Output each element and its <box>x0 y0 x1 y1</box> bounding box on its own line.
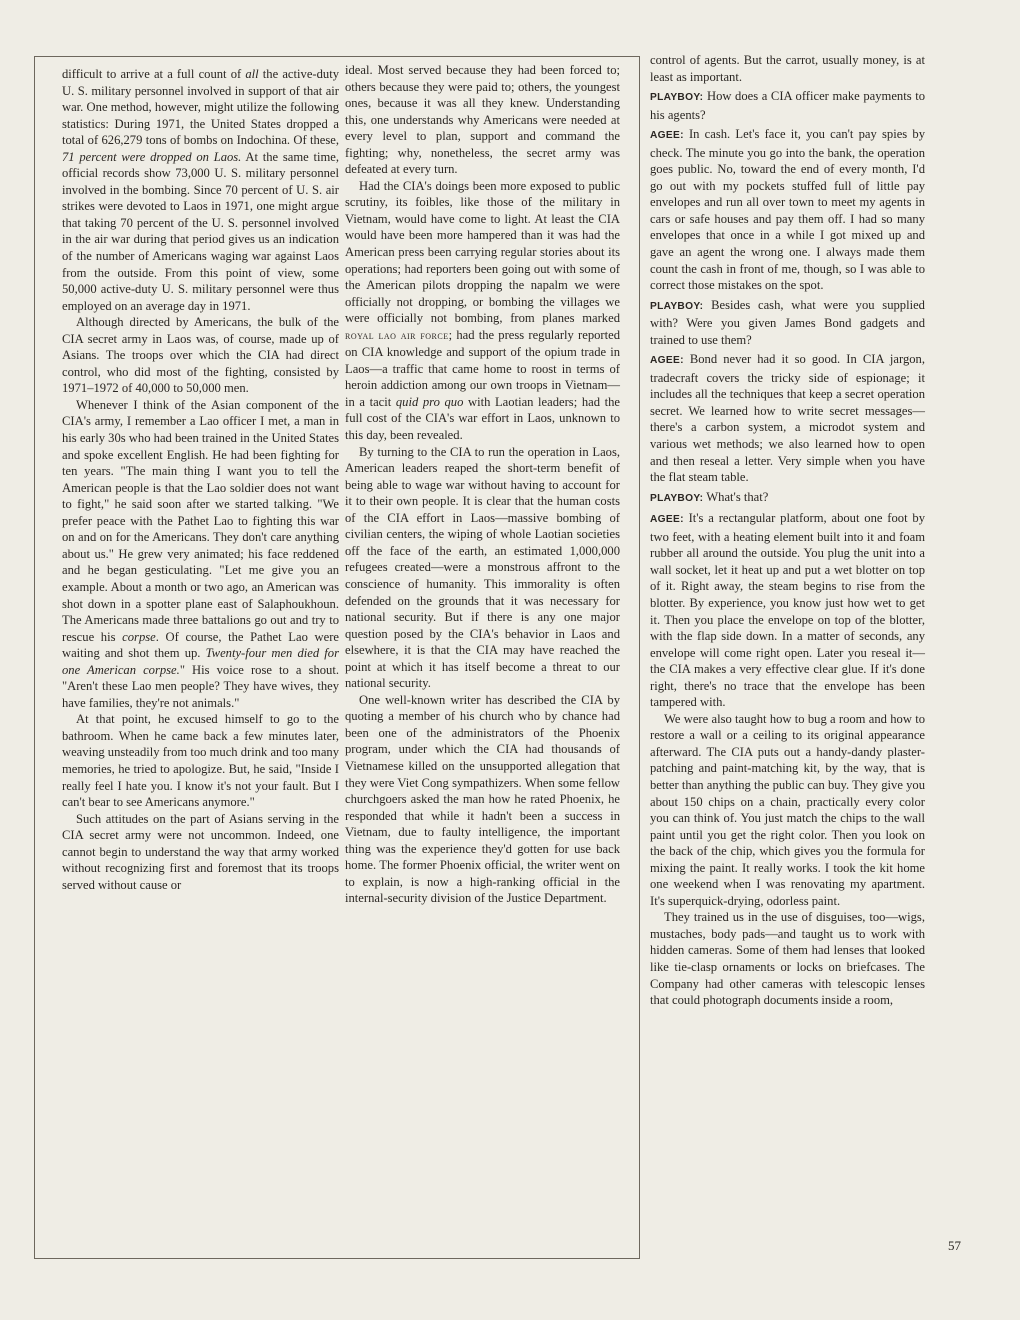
interview-answer: AGEE: Bond never had it so good. In CIA jargon, tradecraft covers the tricky side of espionage; it includes all the techniques that keep a secret operation secret. We learned how to write secret messages—there's a carbon system, a microdot system and various wet methods; we also learned how to open and then reseal a letter. Very simple when you have the flat steam table. <box>650 352 925 485</box>
speaker-label: PLAYBOY: <box>650 300 704 312</box>
paragraph: Whenever I think of the Asian component of the CIA's army, I remember a Lao officer I met, a man in his early 30s who had been trained in the United States and spoke excellent English. He had been fighting for ten years. "The main thing I want you to tell the American people is that the Lao soldier does not want to fight," he said soon after we started talking. "We prefer peace with the Pathet Lao to fighting this war on and on for the Americans. They don't care anything about us." He grew very animated; his face reddened and he began gesticulating. "Let me give you an example. About a month or two ago, an American was shot down in a spotter plane east of Salaphoukhoun. The Americans made three battalions go out and try to rescue his corpse. Of course, the Pathet Lao were waiting and shot them up. Twenty-four men died for one American corpse." His voice rose to a shout. "Aren't these Lao men people? They have wives, they have families, they're not animals." <box>62 397 340 710</box>
interview-answer: AGEE: It's a rectangular platform, about one foot by two feet, with a heating element built into it and foam rubber all around the outside. You plug the unit into a wall socket, let it heat up and put a wet blotter on top of it. Right away, the steam begins to rise from the blotter. By experience, you know just how wet to get it. Then you place the envelope on top of the blotter, with the flap side down. In a matter of seconds, any envelope will come right open. Later you reseal it—the CIA makes a very effective clear glue. If it's done right, there's no trace that the envelope has been tampered with. <box>650 511 925 710</box>
paragraph: They trained us in the use of disguises, too—wigs, mustaches, body pads—and taught us to work with hidden cameras. Some of them had lenses that looked like tie-clasp ornaments or locks on briefcases. The Company had other cameras with telescopic lenses that could photograph documents inside a room, <box>650 910 925 1008</box>
speaker-label: AGEE: <box>650 514 684 526</box>
interview-question: PLAYBOY: Besides cash, what were you supplied with? Were you given James Bond gadgets and trained to use them? <box>650 297 925 347</box>
paragraph: Had the CIA's doings been more exposed to public scrutiny, its foibles, like those of the military in Vietnam, would have come to light. At least the CIA would have been more hampered than it was had the American press been carrying regular stories about its operations; had reporters been going out with some of the American pilots dropping the napalm we were officially not dropping, or bombing the villages we were officially not bombing, from planes marked royal lao air force; had the press regularly reported on CIA knowledge and support of the opium trade in Laos—a traffic that came home to roost in terms of heroin addiction among our own troops in Vietnam—in a tacit quid pro quo with Laotian leaders; had the full cost of the CIA's war effort in Laos, unknown to this day, been revealed. <box>345 178 621 443</box>
text-column-2 <box>345 62 620 907</box>
paragraph: Such attitudes on the part of Asians serving in the CIA secret army were not uncommon. Indeed, one cannot begin to understand the way that army worked without recognizing first and foremost that its troops served without cause or <box>62 811 339 892</box>
speaker-label: PLAYBOY: <box>650 92 704 104</box>
interview-question: PLAYBOY: What's that? <box>650 489 769 504</box>
paragraph: ideal. Most served because they had been forced to; others because they were paid to; others, the youngest ones, because it was all they knew. Understanding this, one understands why Americans were needed at every level to plan, support and command the fighting; why, nonetheless, the secret army was defeated at every turn. <box>345 63 620 177</box>
text-column-3 <box>650 52 925 1009</box>
speaker-label: AGEE: <box>650 355 684 367</box>
paragraph: Although directed by Americans, the bulk of the CIA secret army in Laos was, of course, made up of Asians. The troops over which the CIA had direct control, who did most of the fighting, consisted by 1971–1972 of 40,000 to 50,000 men. <box>62 315 339 396</box>
interview-answer: AGEE: In cash. Let's face it, you can't pay spies by check. The minute you go into the bank, the operation goes public. No, toward the end of every month, I'd go out with my pockets stuffed full of little pay envelopes and run all over town to meet my agents in cars or safe houses and pay them off. I had so many envelopes that once in a while I got mixed up and gave an agent the wrong one. I always made them count the cash in front of me, though, so I was able to correct those mistakes on the spot. <box>650 127 926 293</box>
speaker-label: PLAYBOY: <box>650 492 704 504</box>
paragraph: By turning to the CIA to run the operation in Laos, American leaders reaped the short-term benefit of being able to wage war without having to account for it to their own people. It is clear that the human costs of the CIA effort in Laos—massive bombing of civilian centers, the wiping of whole Laotian societies off the face of the earth, an estimated 1,000,000 refugees created—were a monstrous affront to the conscience of humanity. This immorality is often defended on the grounds that it was necessary for national security. But if there is any one major question posed by the CIA's behavior in Laos and elsewhere, it is that the CIA may have reached the point at which it has itself become a threat to our national security. <box>345 444 620 691</box>
paragraph: control of agents. But the carrot, usually money, is at least as important. <box>650 53 925 84</box>
speaker-label: AGEE: <box>650 130 684 142</box>
paragraph: At that point, he excused himself to go to the bathroom. When he came back a few minutes later, weaving unsteadily from too much drink and too many memories, he tried to apologize. But, he said, "Inside I really feel I hate you. I know it's not your fault. But I can't bear to see Americans anymore." <box>62 712 340 810</box>
paragraph: difficult to arrive at a full count of all the active-duty U. S. military personnel involved in support of that air war. One method, however, might utilize the following statistics: During 1971, the United States dropped a total of 626,279 tons of bombs on Indochina. Of these, 71 percent were dropped on Laos. At the same time, official records show 73,000 U. S. military personnel involved in the bombing. Since 70 percent of U. S. air strikes were devoted to Laos in 1971, one might argue that taking 70 percent of the U. S. personnel involved in the air war during that period gives us an indication of the number of Americans waging war against Laos from the outside. From this point of view, some 50,000 active-duty U. S. military personnel were thus employed on an average day in 1971. <box>62 67 339 313</box>
paragraph: We were also taught how to bug a room and how to restore a wall or a ceiling to its original appearance afterward. The CIA puts out a handy-dandy plaster-patching and paint-matching kit, by the way, that is better than anything the public can buy. They give you about 150 chips on a chain, practically every color you can think of. You just match the chips to the wall paint until you get the right color. Then you look on the back of the chip, which gives you the formula for mixing the paint. It really works. I took the kit home one weekend when I was renovating my apartment. It's superquick-drying, odorless paint. <box>650 711 925 908</box>
page-number: 57 <box>948 1238 961 1253</box>
paragraph: One well-known writer has described the CIA by quoting a member of his church who by chance had been one of the administrators of the Phoenix program, under which the CIA had thousands of Vietnamese killed on the unsupported allegation that they were Viet Cong sympathizers. When some fellow churchgoers asked the man how he rated Phoenix, he responded that while it hadn't been a success in Vietnam, due to faulty intelligence, the important thing was the experience they'd gotten for use back home. The former Phoenix official, the writer went on to explain, is now a high-ranking official in the internal-security division of the Justice Department. <box>345 692 620 906</box>
text-column-1 <box>62 66 339 893</box>
interview-question: PLAYBOY: How does a CIA officer make payments to his agents? <box>650 89 925 122</box>
